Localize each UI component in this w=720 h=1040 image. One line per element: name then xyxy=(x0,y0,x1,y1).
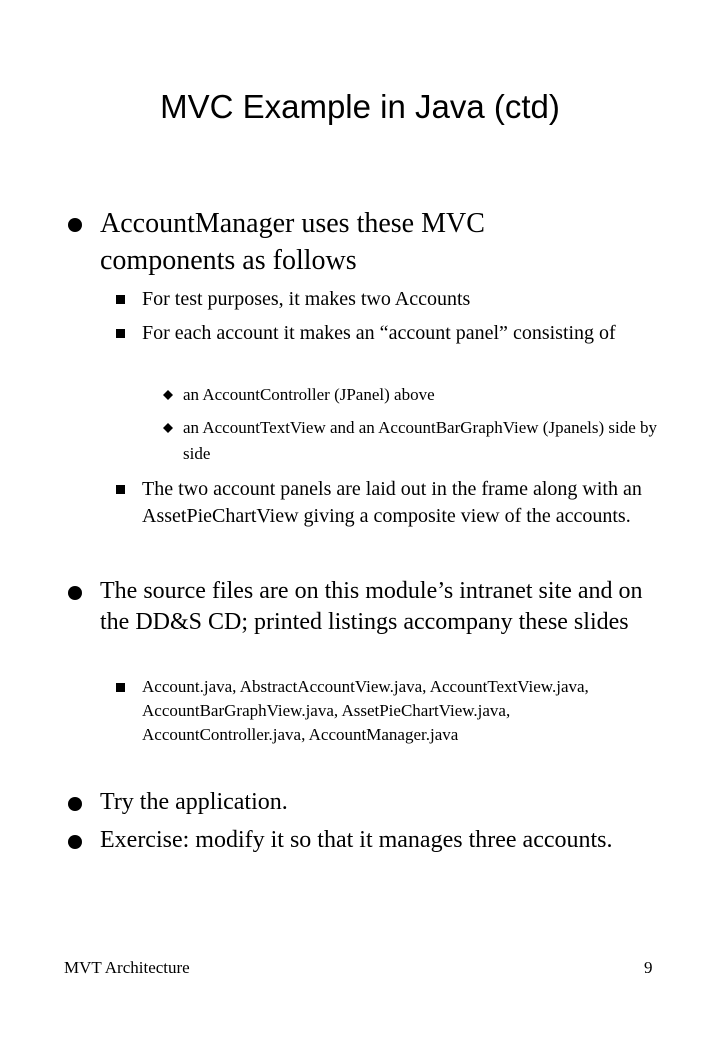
bullet-text: Try the application. xyxy=(100,789,288,815)
sub-bullet-test-purposes xyxy=(116,286,676,313)
bullet-text: Exercise: modify it so that it manages three accounts. xyxy=(100,827,613,853)
round-bullet-icon xyxy=(68,835,82,849)
footer-title: MVT Architecture xyxy=(64,958,190,977)
diamond-bullet-icon xyxy=(163,423,173,433)
sub-bullet-account-panel xyxy=(116,320,676,347)
sub-sub-bullet-text: an AccountTextView and an AccountBarGraphView (Jpanels) side by side xyxy=(183,418,658,463)
square-bullet-icon xyxy=(116,683,125,692)
bullet-text: The source files are on this module’s intranet site and on the DD&S CD; printed listings accompany these slides xyxy=(100,578,643,635)
sub-sub-bullet-text: an AccountController (JPanel) above xyxy=(183,385,435,404)
bullet-text: AccountManager uses these MVC components as follows xyxy=(100,208,485,276)
sub-bullet-text: For test purposes, it makes two Accounts xyxy=(142,288,471,310)
bullet-try-application xyxy=(68,787,668,818)
round-bullet-icon xyxy=(68,218,82,232)
round-bullet-icon xyxy=(68,797,82,811)
sub-bullet-file-list xyxy=(116,675,616,747)
square-bullet-icon xyxy=(116,485,125,494)
sub-bullet-text: The two account panels are laid out in the frame along with an AssetPieChartView giving a composite view of the accounts. xyxy=(142,478,642,527)
square-bullet-icon xyxy=(116,329,125,338)
sub-sub-bullet-views xyxy=(163,415,683,467)
bullet-source-files xyxy=(68,576,668,638)
sub-bullet-text: Account.java, AbstractAccountView.java, AccountTextView.java, AccountBarGraphView.java, AssetPieChartView.java, AccountController.java, AccountManager.java xyxy=(142,677,589,744)
sub-sub-bullet-controller xyxy=(163,382,683,408)
sub-bullet-panels-layout xyxy=(116,476,676,530)
diamond-bullet-icon xyxy=(163,390,173,400)
square-bullet-icon xyxy=(116,295,125,304)
bullet-exercise xyxy=(68,825,668,856)
slide-title: MVC Example in Java (ctd) xyxy=(160,88,560,125)
page-number: 9 xyxy=(644,958,653,977)
sub-bullet-text: For each account it makes an “account panel” consisting of xyxy=(142,322,616,344)
bullet-accountmanager xyxy=(68,205,588,279)
round-bullet-icon xyxy=(68,586,82,600)
